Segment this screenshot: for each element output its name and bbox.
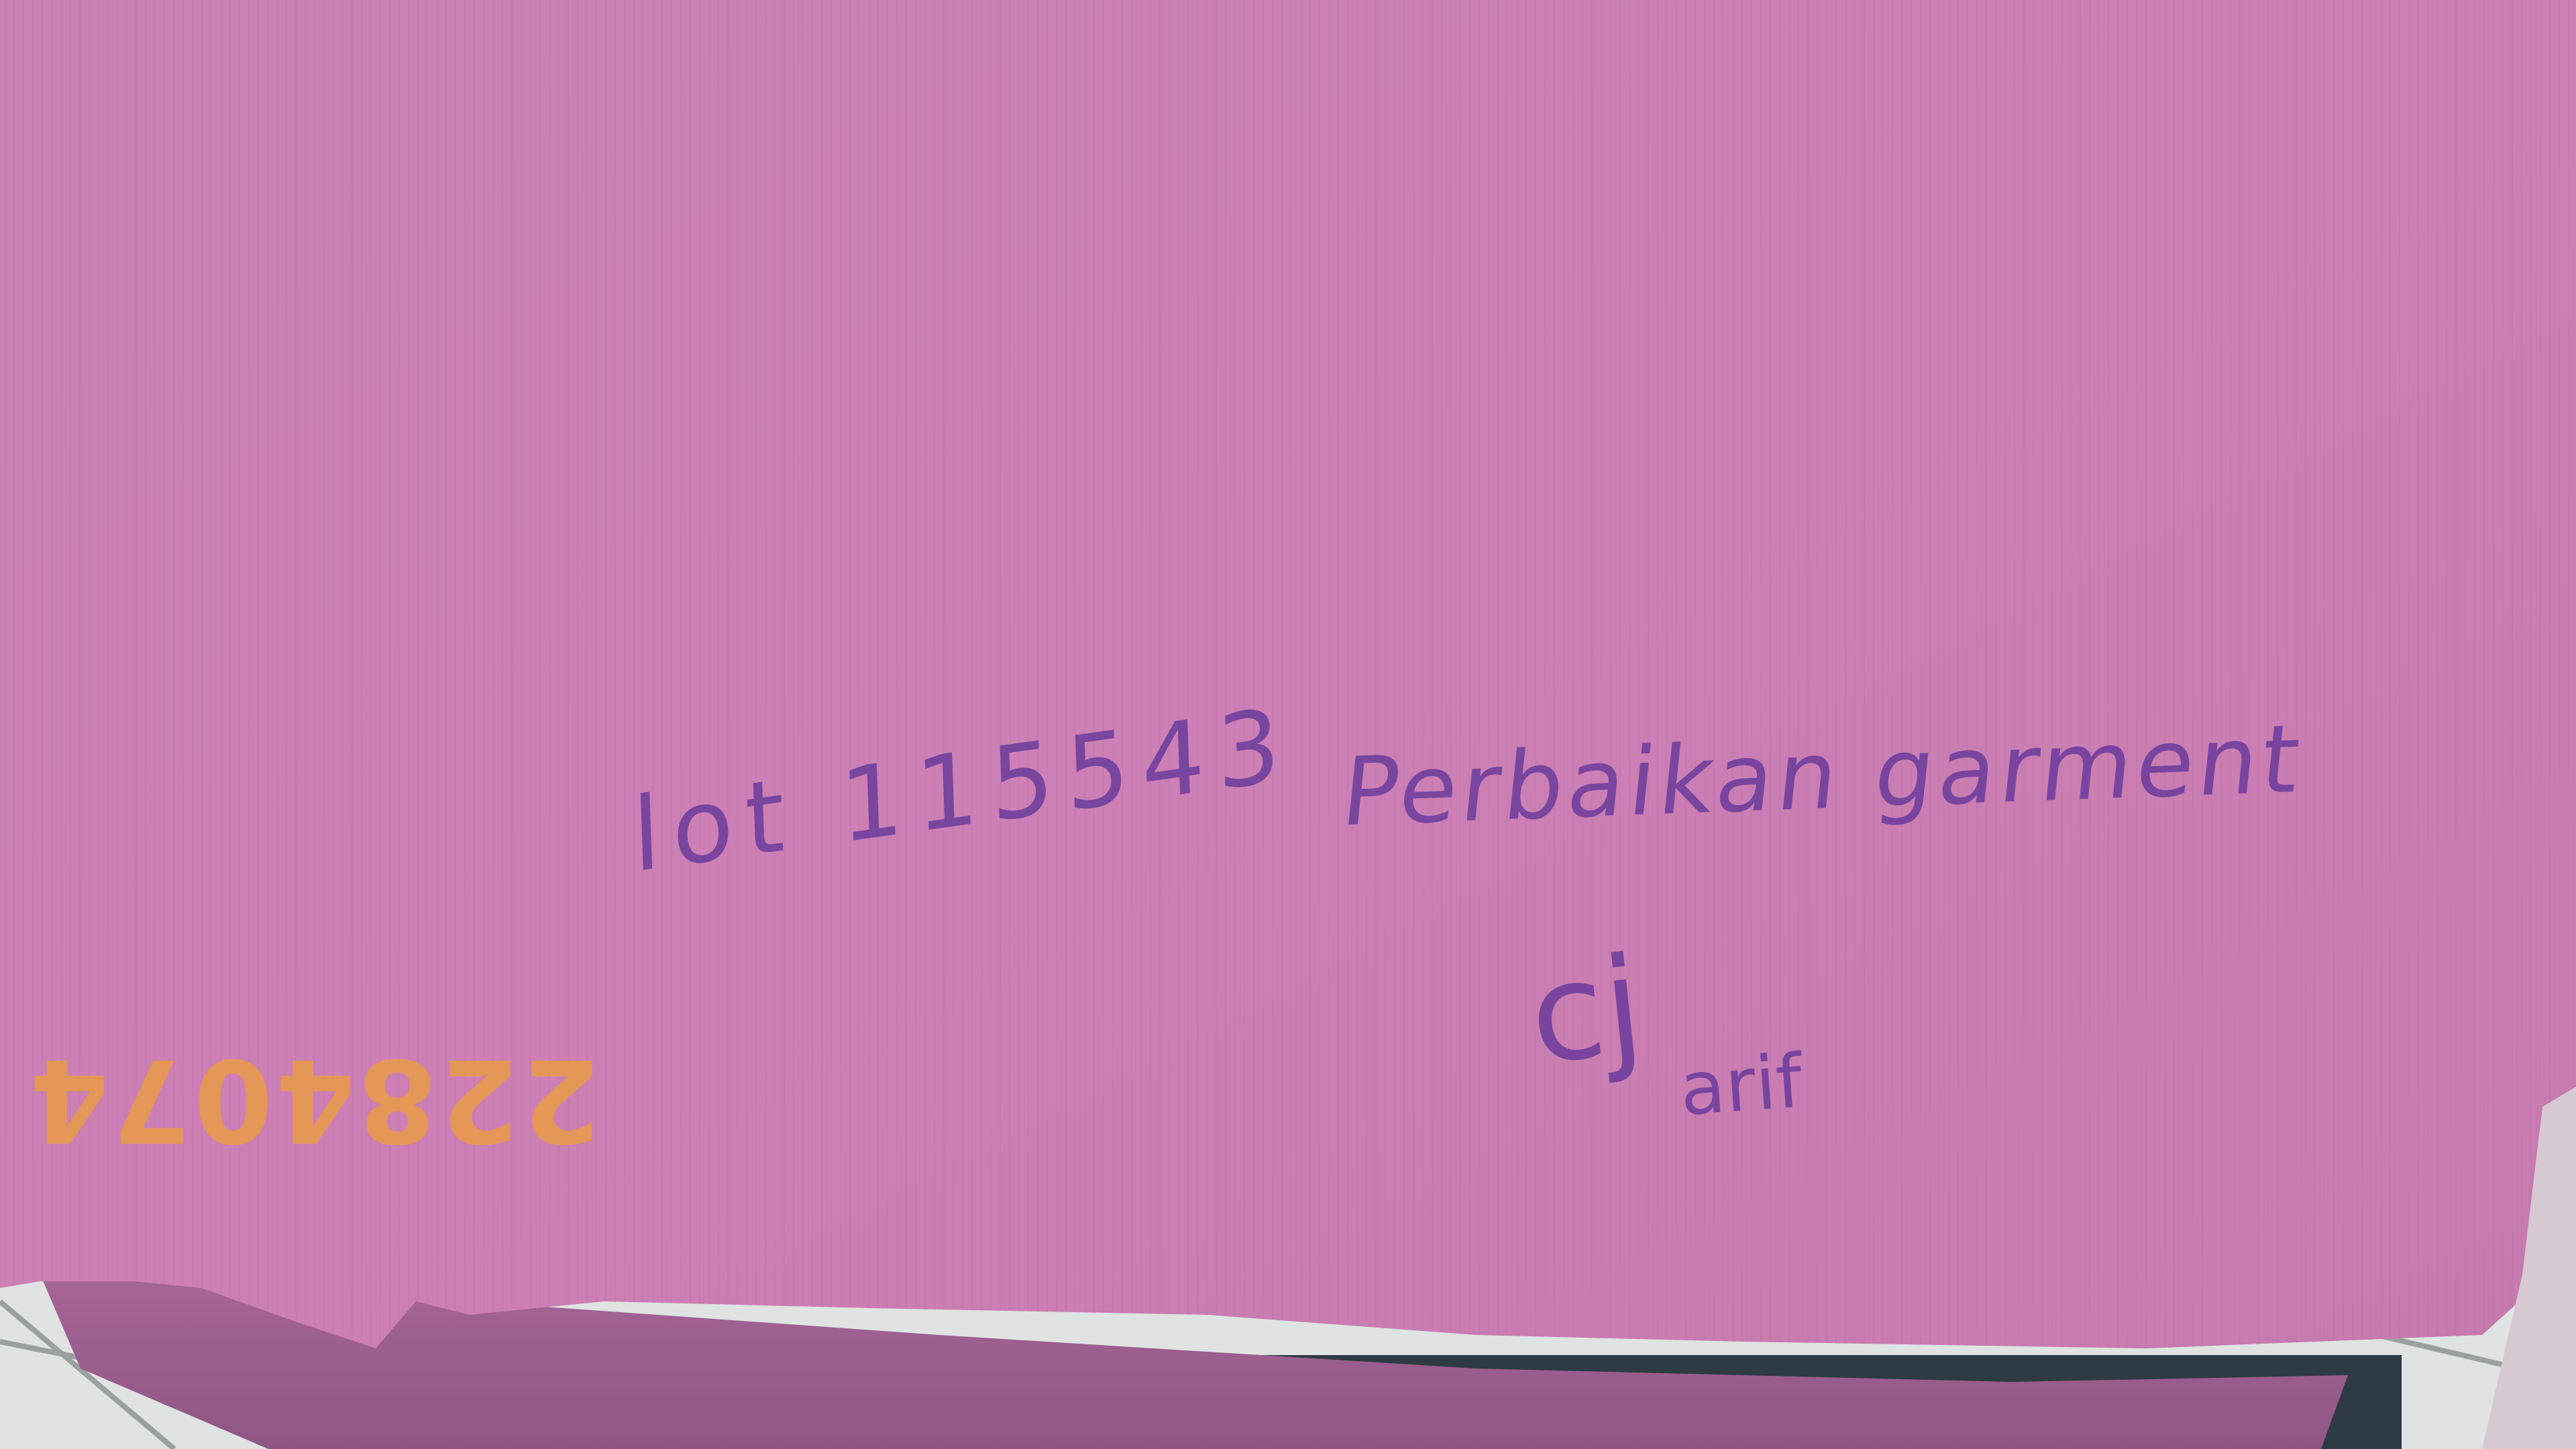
handwritten-lot-number: lot 115543 [631,685,1295,896]
handwritten-signature-mark: cj [1523,927,1650,1095]
handwritten-orange-code: 2284074 [27,1033,602,1166]
handwritten-process-note: Perbaikan garment [1336,704,2309,848]
handwritten-signature-name: arif [1677,1038,1805,1132]
